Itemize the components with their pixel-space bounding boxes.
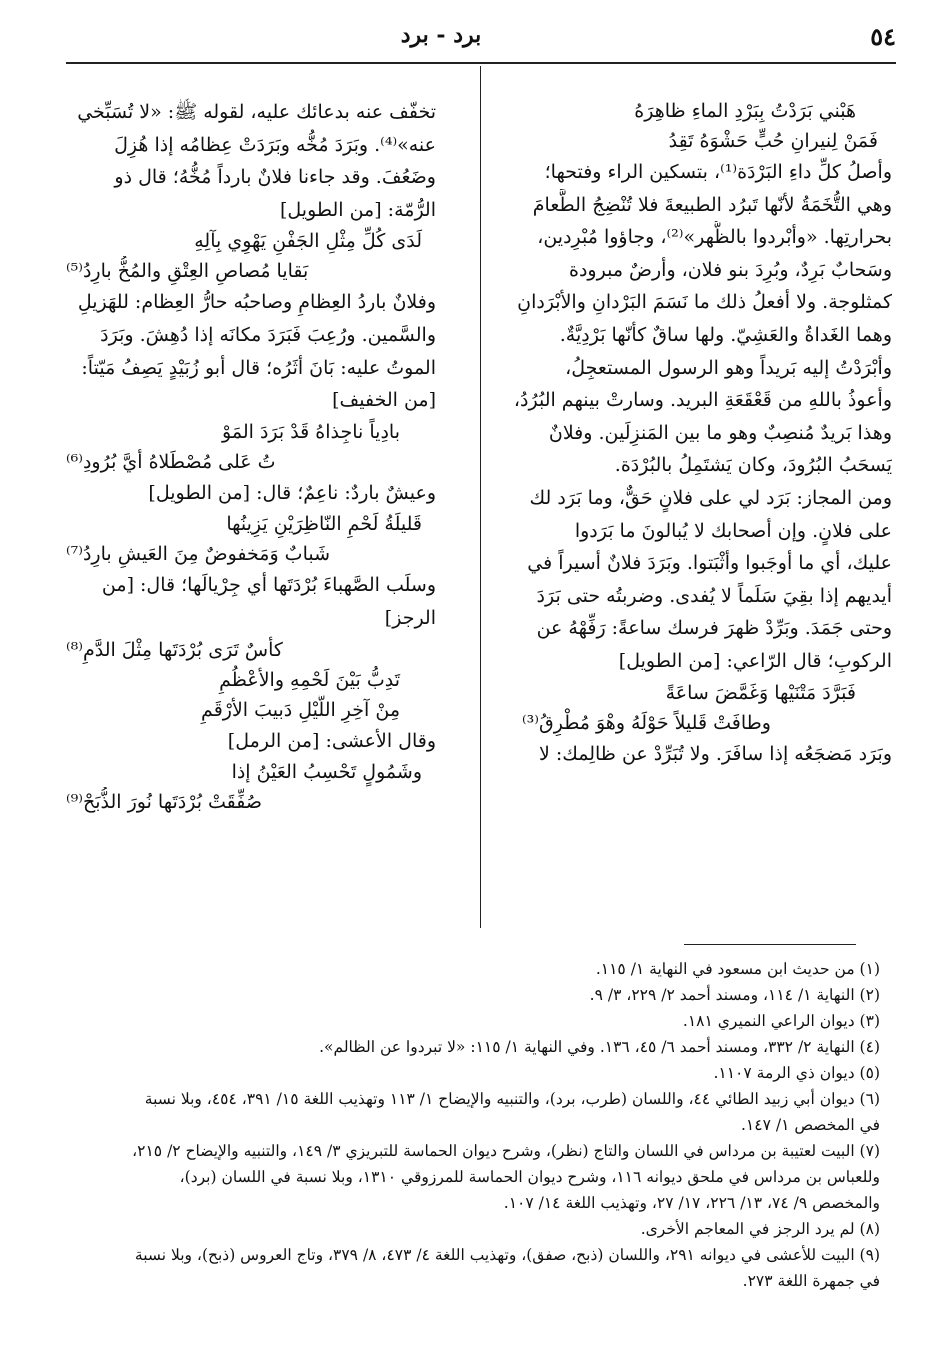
right-column [512, 96, 892, 770]
text-line: تخفّف عنه بدعائك عليه، لقوله ﷺ: «لا تُسَبِّخي [77, 101, 436, 123]
header-rule [66, 62, 896, 64]
verse-line: مِنْ آخِرِ اللَّيْلِ دَبيبَ الأرْقَمِ [201, 698, 400, 721]
text-line: وعيشٌ باردٌ: ناعِمٌ؛ قال: [من الطويل] [148, 481, 436, 504]
verse-line: صُفِّقَتْ بُرْدَتَها نُورَ الذُّبَحْ⁽⁹⁾ [66, 791, 263, 814]
column-divider [480, 66, 481, 928]
verse-line: فَمَنْ لِنيرانِ حُبٍّ حَشْوَهُ تَقِدُ [668, 130, 878, 152]
footnote-continuation: في جمهرة اللغة ٢٧٣. [742, 1272, 880, 1290]
text-line: وضَعُفَ. وقد جاءنا فلانٌ بارداً مُخُّهُ؛ قال ذو [114, 166, 436, 189]
text-line: وهي التُّخَمَةُ لأنّها تَبرُد الطبيعةَ فلا تُنْضِجُ الطَّعامَ [532, 193, 892, 216]
text-line: وهذا بَريدٌ مُنصِبٌ وهو ما بين المَنزِلَين. وفلانٌ [548, 421, 892, 444]
text-line: وأعوذُ باللهِ من قَعْقَعَةِ البريد. وسارتْ بينهم البُرُدُ، [513, 389, 892, 412]
page-header [60, 18, 902, 58]
text-line: الركوبِ؛ قال الرّاعي: [من الطويل] [618, 649, 892, 672]
verse-line: لَدَى كُلِّ مِثْلِ الجَفْنِ يَهْوِي بِآلِهِ [194, 230, 422, 253]
text-line: الرجز] [384, 606, 436, 629]
text-line: عليك، أي ما أوجَبوا وأثْبَتوا. وبَرَدَ فلانٌ أسيراً في [527, 552, 892, 575]
verse-line: بادِياً ناجِذاهُ قَدْ بَرَدَ المَوْ [222, 420, 400, 443]
footnote-rule [684, 944, 856, 945]
text-line: [من الخفيف] [332, 389, 436, 412]
footnote-continuation: وللعباس بن مرداس في ملحق ديوانه ١١٦، وشرح ديوان الحماسة للمرزوقي ١٣١٠، وبلا نسبة في اللسان (برد)، [179, 1168, 880, 1186]
verse-line: كأسٌ تَرَى بُرْدَتَها مِثْلَ الدَّمِ⁽⁸⁾ [66, 638, 283, 661]
verse-line: بَقايا مُصاصِ العِتْقِ والمُخُّ بارِدُ⁽⁵⁾ [66, 260, 309, 283]
text-line: على فلانٍ. وإن أصحابك لا يُبالونَ ما بَرَدوا [574, 519, 892, 542]
footnote: (٧) البيت لعتيبة بن مرداس في اللسان والتاج (نظر)، وشرح ديوان الحماسة للتبريزي ٣/ ١٤٩، والتنبيه والإيضاح ٢/ ٢١٥، [132, 1142, 880, 1160]
verse-line: تَدِبُّ بَيْنَ لَحْمِهِ والأعْظُمِ [219, 668, 400, 691]
text-line: وسَحابٌ بَرِدٌ، وبُرِدَ بنو فلان، وأرضٌ مبرودة [569, 258, 892, 281]
text-line: أيديهم إذا بقِيَ سَلَماً لا يُفدى. وضربتُه حتى بَرَدَ [536, 584, 892, 607]
text-line: والسَّمين. ورُعِبَ فَبَرَدَ مكانَه إذا دُهِشَ. وبَرَدَ [100, 323, 436, 346]
verse-line: تُ عَلى مُصْطَلاهُ أيَّ بُرُودِ⁽⁶⁾ [66, 450, 276, 473]
text-line: يَسحَبُ البُرُودَ، وكان يَشتَمِلُ بالبُرْدَة. [614, 454, 892, 477]
running-head: برد - برد [400, 22, 482, 48]
text-line: ومن المجاز: بَرَد لي على فلانٍ حَقٌّ، وما بَرَد لك [529, 486, 892, 509]
text-line: الرُّمّة: [من الطويل] [279, 198, 436, 221]
footnote-continuation: والمخصص ٩/ ٧٤، ١٣/ ٢٢٦، ١٧/ ٢٧، وتهذيب اللغة ١٤/ ١٠٧. [503, 1194, 880, 1212]
verse-line: قَليلَةُ لَحْمِ النّاظِرَيْنِ يَزِينُها [226, 513, 422, 536]
text-line: وسلَب الصَّهباءَ بُرْدَتَها أي جِرْيالَها؛ قال: [من [101, 574, 436, 597]
text-line: وأبْرَدْتُ إليه بَريداً وهو الرسول المستعجِلُ، [565, 356, 892, 379]
text-line: كمثلوجة. ولا أفعلُ ذلك ما نَسَمَ البَرْدانِ والأبْرَدانِ [517, 291, 892, 314]
footnote: (٥) ديوان ذي الرمة ١١٠٧. [713, 1064, 880, 1082]
text-line: وهما الغَداةُ والعَشِيّ. ولها ساقٌ كأنّها بَرْدِيَّةٌ. [559, 323, 892, 346]
footnote: (٢) النهاية ١/ ١١٤، ومسند أحمد ٢/ ٢٢٩، ٣/ ٩. [589, 986, 880, 1004]
footnote-continuation: في المخصص ١/ ١٤٧. [740, 1116, 880, 1134]
footnote: (٤) النهاية ٢/ ٣٣٢، ومسند أحمد ٦/ ٤٥، ١٣٦. وفي النهاية ١/ ١١٥: «لا تبردوا عن الظالم». [319, 1038, 880, 1056]
text-line: وبَرَد مَضجَعُه إذا سافَرَ. ولا تُبَرِّدْ عن ظالِمك: لا [538, 742, 892, 765]
footnote: (٣) ديوان الراعي النميري ١٨١. [682, 1012, 880, 1030]
text-line: وقال الأعشى: [من الرمل] [227, 729, 436, 752]
text-line: وأصلُ كلِّ داءِ البَرْدَة⁽¹⁾، بتسكين الراء وفتحها؛ [544, 161, 892, 183]
text-line: وحتى جَمَدَ. وبَرِّدْ ظهرَ فرسك ساعةً: رَفِّهْهُ عن [536, 617, 892, 640]
footnotes [54, 956, 880, 1294]
verse-line: فَبَرَّدَ مَتْنَيْها وَغَمَّضَ ساعَةً [665, 681, 856, 704]
verse-line: هَبْني بَرَدْتُ بِبَرْدِ الماءِ ظاهِرَهُ [634, 100, 856, 122]
footnote: (٦) ديوان أبي زبيد الطائي ٤٤، واللسان (طرب، برد)، والتنبيه والإيضاح ١/ ١١٣ وتهذيب اللغة ١٥/ ٣٩١، ٤٥٤، وبلا نسبة [144, 1090, 880, 1108]
text-line: وفلانٌ باردُ العِظامِ وصاحبُه حارُّ العِظام: للهَزيلِ [77, 291, 436, 314]
footnote: (٩) البيت للأعشى في ديوانه ٢٩١، واللسان (ذبح، صفق)، وتهذيب اللغة ٤/ ٤٧٣، ٨/ ٣٧٩، وتاج العروس (ذبح)، وبلا نسبة [134, 1246, 880, 1264]
page-number: ٥٤ [870, 22, 896, 51]
left-column [56, 96, 436, 817]
verse-line: شَبابٌ وَمَخفوضٌ مِنَ العَيشِ بارِدُ⁽⁷⁾ [66, 543, 331, 566]
verse-line: وشَمُولٍ تَحْسِبُ العَيْنُ إذا [231, 761, 422, 784]
text-line: عنه»⁽⁴⁾. وبَرَدَ مُخُّه وبَرَدَتْ عِظامُه إذا هُزِلَ [114, 133, 436, 156]
verse-line: وطافَتْ قَليلاً حَوْلَهُ وهْوَ مُطْرِقُ⁽³⁾ [522, 711, 771, 734]
text-line: الموتُ عليه: بَانَ أثَرُه؛ قال أبو زُبَيْدٍ يَصِفُ مَيّتاً: [81, 356, 436, 379]
footnote: (٨) لم يرد الرجز في المعاجم الأخرى. [640, 1220, 880, 1238]
footnote: (١) من حديث ابن مسعود في النهاية ١/ ١١٥. [595, 960, 880, 978]
text-line: بحرارتِها. «وأبْردوا بالظُّهر»⁽²⁾، وجاؤوا مُبْرِدين، [537, 226, 892, 249]
